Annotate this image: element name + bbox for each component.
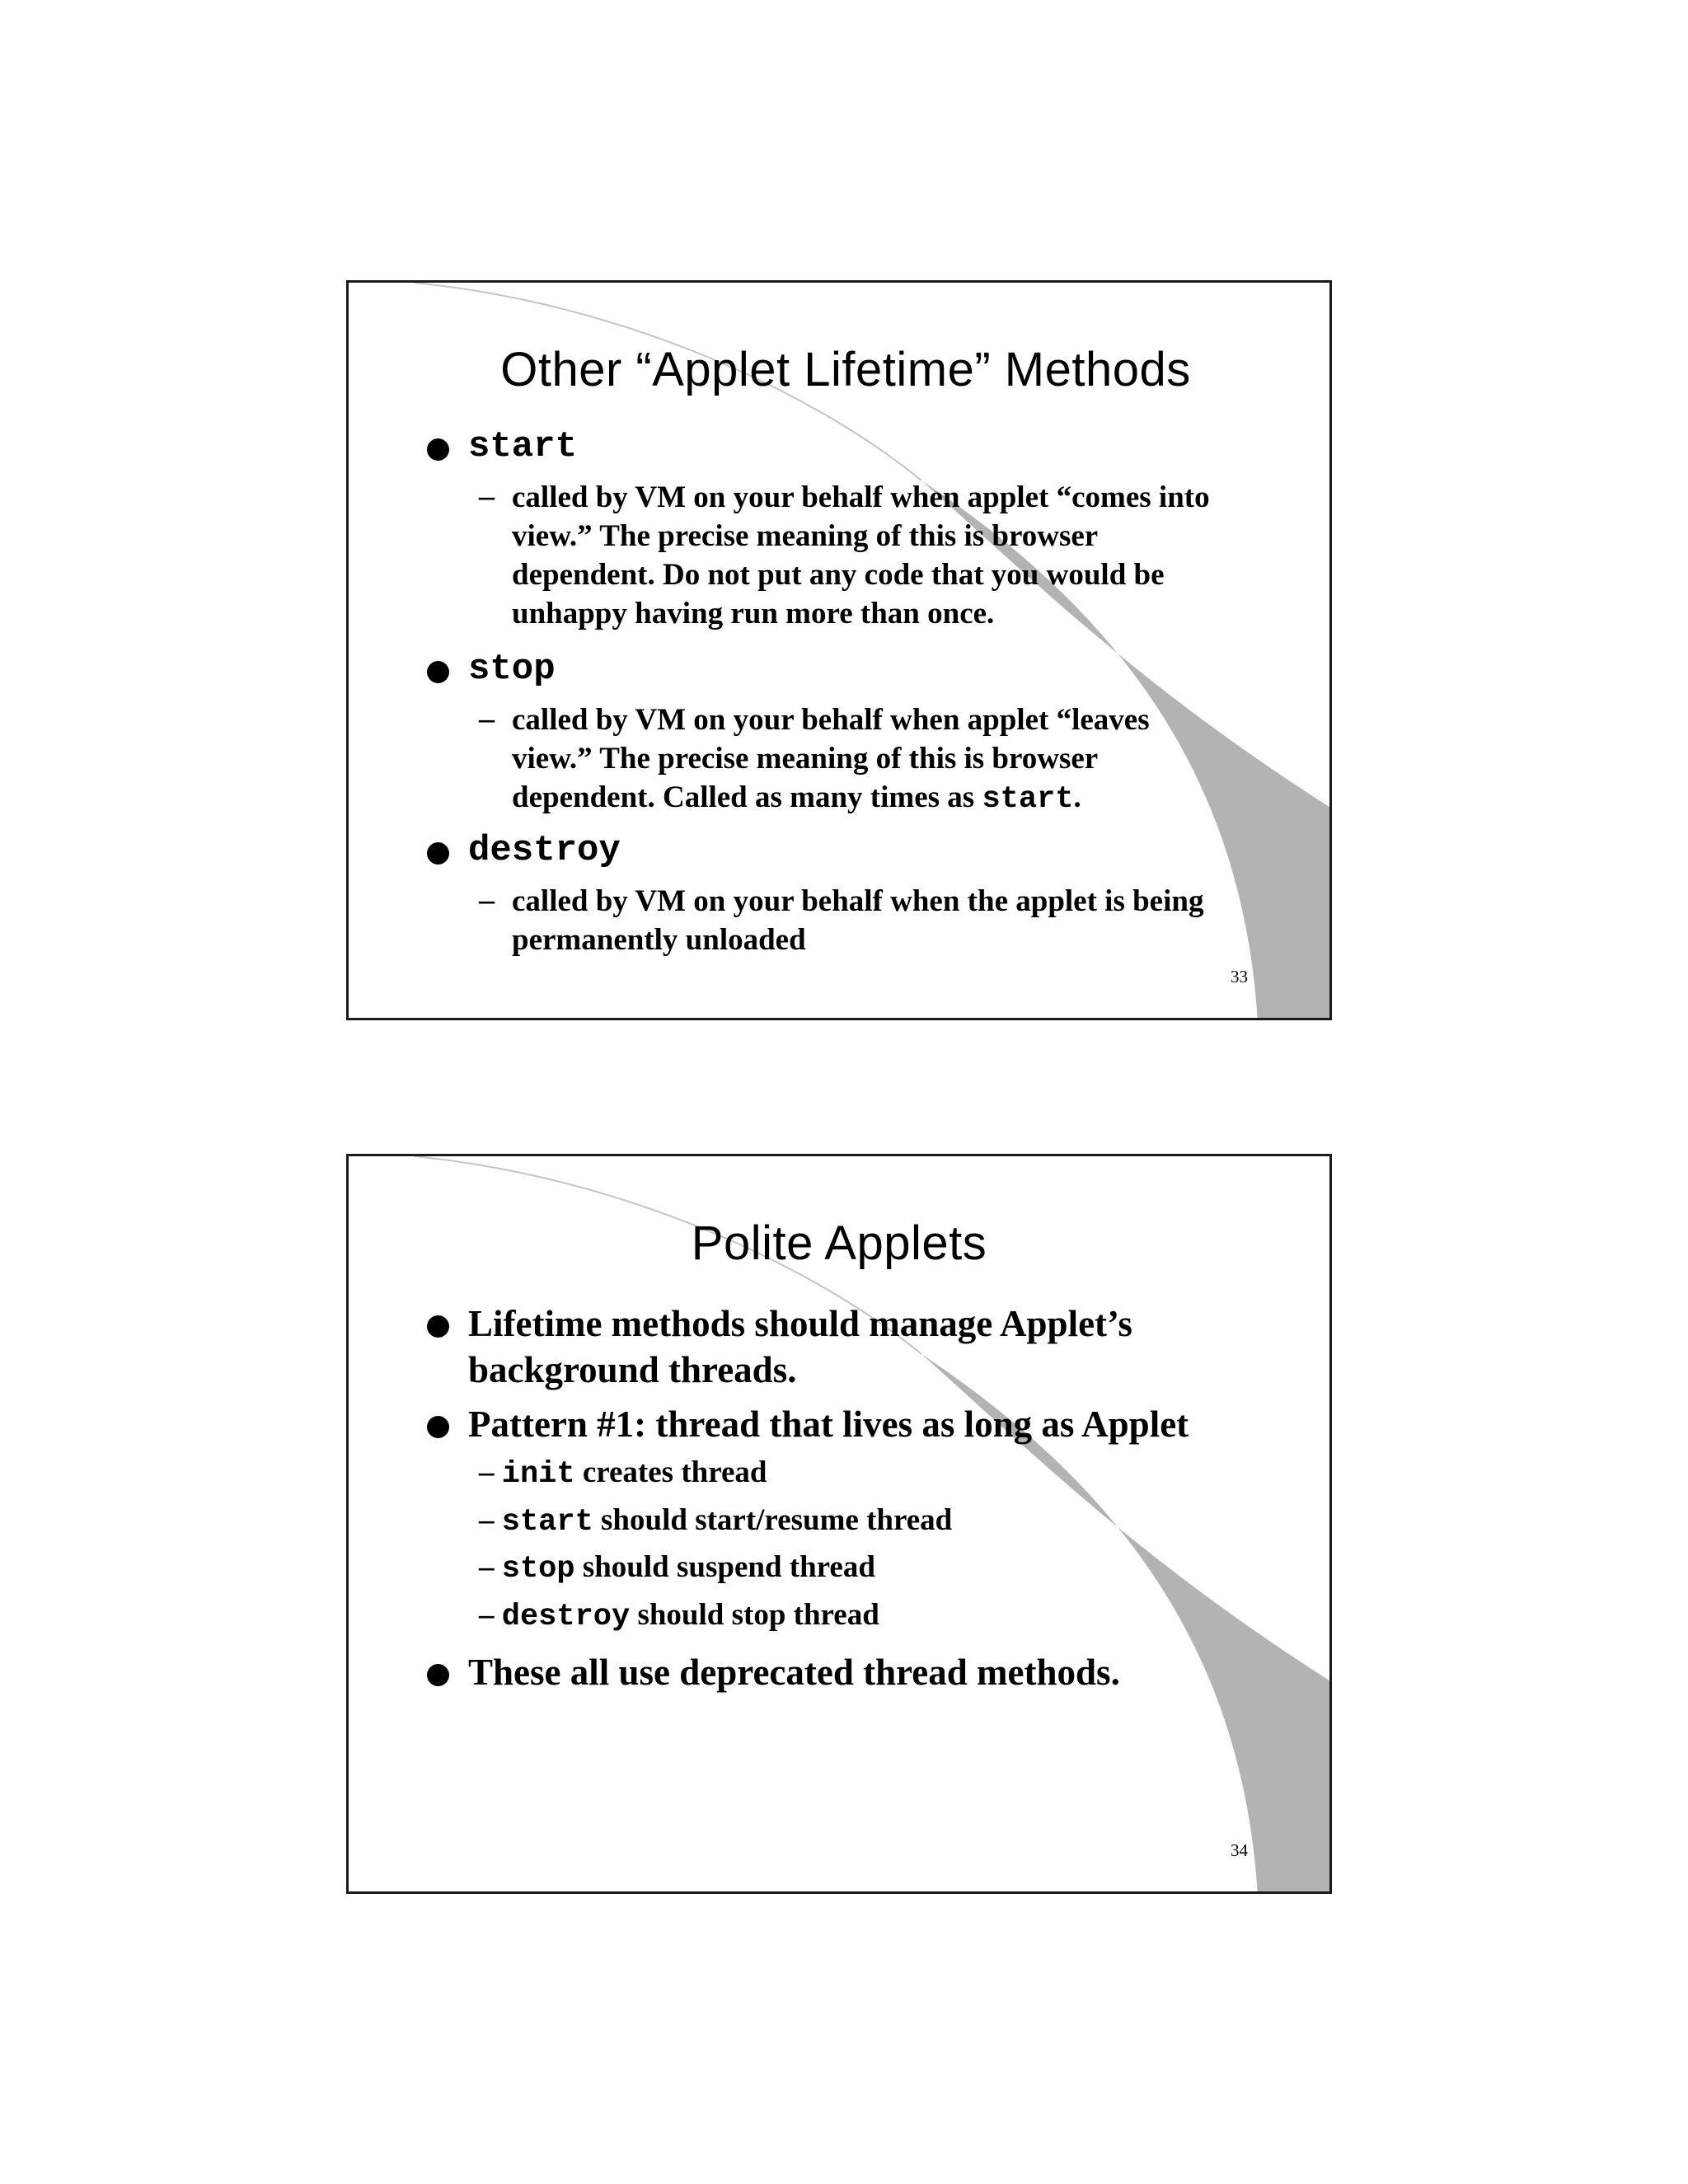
list-item-text: Lifetime methods should manage Applet’s background threads.: [468, 1303, 1132, 1390]
dash-icon: –: [479, 883, 495, 917]
method-name: stop: [468, 649, 556, 690]
slide-title: Polite Applets: [691, 1216, 987, 1270]
bullet-icon: [427, 1664, 449, 1686]
description-text: should start/resume thread: [593, 1503, 953, 1537]
method-name: stop: [501, 1552, 575, 1586]
page-number: 34: [1231, 1840, 1248, 1860]
description-text: called by VM on your behalf when applet “leaves view.” The precise meaning of this is browser dependent. Called as many times as: [512, 703, 1150, 814]
dash-icon: –: [479, 701, 495, 736]
method-name: destroy: [468, 830, 621, 871]
method-name: init: [501, 1457, 575, 1492]
method-name: destroy: [501, 1600, 631, 1634]
slide-34: [346, 1154, 1332, 1894]
description-text: creates thread: [574, 1455, 767, 1489]
inline-code: start: [982, 782, 1074, 817]
method-name: start: [501, 1505, 593, 1540]
description-text: should suspend thread: [574, 1550, 875, 1584]
method-description: called by VM on your behalf when the applet is being permanently unloaded: [512, 884, 1204, 957]
dash-icon: –: [479, 1455, 495, 1489]
bullet-icon: [427, 1416, 449, 1438]
dash-icon: –: [479, 479, 495, 513]
page-number: 33: [1231, 967, 1248, 987]
description-text: should stop thread: [630, 1598, 879, 1632]
bullet-icon: [427, 1315, 449, 1338]
description-text: .: [1073, 780, 1081, 814]
list-item-text: These all use deprecated thread methods.: [468, 1652, 1120, 1693]
method-name: start: [468, 426, 578, 467]
bullet-icon: [427, 842, 449, 865]
dash-icon: –: [479, 1598, 495, 1632]
sub-list-item-text: [479, 1502, 952, 1540]
sub-list-item-text: [479, 1455, 767, 1492]
dash-icon: –: [479, 1503, 495, 1537]
bullet-icon: [427, 438, 449, 461]
list-item-text: Pattern #1: thread that lives as long as Applet: [468, 1404, 1189, 1445]
slide-33: [346, 280, 1332, 1020]
sub-list-item-text: [479, 1549, 875, 1586]
bullet-icon: [427, 661, 449, 683]
dash-icon: –: [479, 1550, 495, 1584]
slide-title: Other “Applet Lifetime” Methods: [500, 343, 1191, 396]
method-description: called by VM on your behalf when applet “comes into view.” The precise meaning of this is browser dependent. Do not put any code that you would be unhappy having run more than once.: [512, 480, 1210, 630]
method-description: [512, 701, 1237, 819]
sub-list-item-text: [479, 1597, 879, 1634]
